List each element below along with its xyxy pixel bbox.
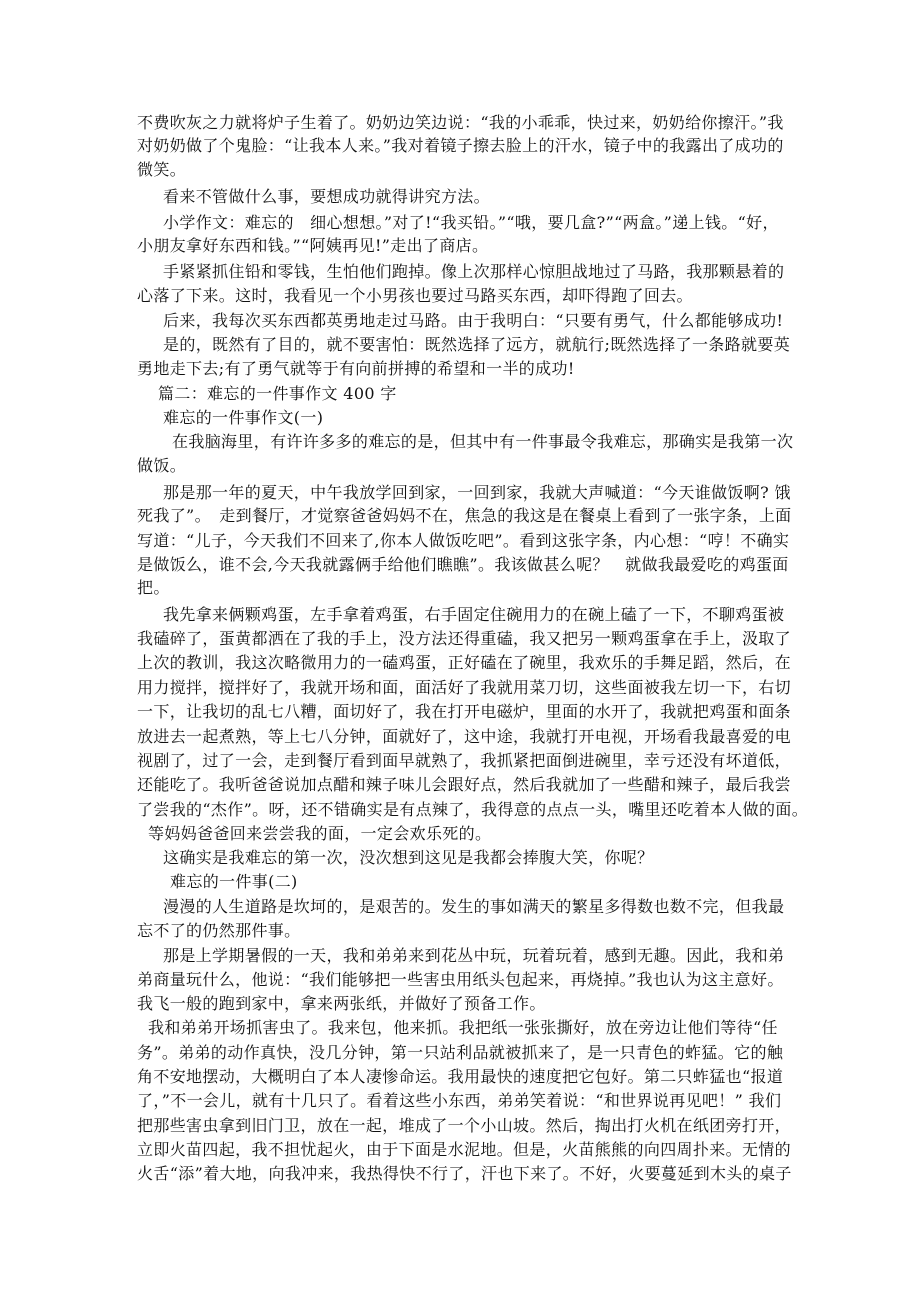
text-line: 我先拿来俩颗鸡蛋，左手拿着鸡蛋，右手固定住碗用力的在碗上磕了一下，不聊鸡蛋被 [163,605,785,624]
text-line: 立即火苗四起，我不担忧起火，由于下面是水泥地。但是，火苗熊熊的向四周扑来。无情的 [137,1140,792,1159]
text-line: 看来不管做什么事，要想成功就得讲究方法。 [163,187,491,206]
text-line: 把。 [137,578,170,597]
text-line: 火舌“添”着大地，向我冲来，我热得快不行了，汗也下来了。不好，火要蔓延到木头的桌子 [137,1164,792,1183]
text-line: 写道：“儿子，今天我们不回来了,你本人做饭吃吧”。看到这张字条，内心想：“哼！不确实 [137,531,790,550]
text-line: 是的，既然有了目的，就不要害怕：既然选择了远方，就航行;既然选择了一条路就要英 [163,335,791,354]
text-line: 那是上学期暑假的一天，我和弟弟来到花丛中玩，玩着玩着，感到无趣。因此，我和弟 [163,946,785,965]
text-line: 是做饭么，谁不会,今天我就露俩手给他们瞧瞧”。我该做甚么呢？ 就做我最爱吃的鸡蛋面 [137,555,789,574]
text-line: 我飞一般的跑到家中，拿来两张纸，并做好了预备工作。 [137,994,546,1013]
text-line: 在我脑海里，有许许多多的难忘的是，但其中有一件事最令我难忘，那确实是我第一次 [172,432,794,451]
text-line: 后来，我每次买东西都英勇地走过马路。由于我明白：“只要有勇气，什么都能够成功! [163,311,784,330]
subheading: 难忘的一件事作文(一) [163,408,324,427]
text-line: 微笑。 [137,160,187,179]
text-line: 死我了”。 走到餐厅，才觉察爸爸妈妈不在，焦急的我这是在餐桌上看到了一张字条，上面 [137,506,792,525]
text-line: 这确实是我难忘的第一次，没次想到这见是我都会捧腹大笑，你呢？ [163,848,654,867]
text-line: 做饭。 [137,456,187,475]
text-line: 手紧紧抓住铅和零钱，生怕他们跑掉。像上次那样心惊胆战地过了马路，我那颗悬着的 [163,262,785,281]
text-line: 小朋友拿好东西和钱。”“阿姨再见!”走出了商店。 [137,236,489,255]
subheading: 难忘的一件事(二) [170,872,298,891]
text-line: 不费吹灰之力就将炉子生着了。奶奶边笑边说：“我的小乖乖，快过来，奶奶给你擦汗。”我 [137,113,784,132]
text-line: 把那些害虫拿到旧门卫，放在一起，堆成了一个小山坡。然后，掏出打火机在纸团旁打开， [137,1116,792,1135]
text-line: 务”。弟弟的动作真快，没几分钟，第一只站利品就被抓来了，是一只青色的蚱猛。它的触 [137,1043,784,1062]
text-line: 心落了下来。这时，我看见一个小男孩也要过马路买东西，却吓得跑了回去。 [137,286,693,305]
text-line: 弟商量玩什么，他说：“我们能够把一些害虫用纸头包起来，再烧掉。”我也认为这主意好。 [137,970,784,989]
text-line: 上次的教训，我这次略微用力的一磕鸡蛋，正好磕在了碗里，我欢乐的手舞足蹈，然后，在 [137,653,792,672]
section-heading: 篇二：难忘的一件事作文 400 字 [158,384,397,403]
text-line: 我磕碎了，蛋黄都洒在了我的手上，没方法还得重磕，我又把另一颗鸡蛋拿在手上，汲取了 [137,629,792,648]
text-line: 等妈妈爸爸回来尝尝我的面，一定会欢乐死的。 [148,824,492,843]
text-line: 小学作文：难忘的 细心想想。”对了!“我买铅。”“哦，要几盒?”“两盒。”递上钱。“好， [163,213,779,232]
text-line: 放进去一起煮熟，等上七八分钟，面就好了，这中途，我就打开电视，开场看我最喜爱的电 [137,727,792,746]
text-line: 勇地走下去;有了勇气就等于有向前拼搏的希望和一半的成功! [137,359,575,378]
text-line: 那是那一年的夏天，中午我放学回到家，一回到家，我就大声喊道：“今天谁做饭啊? 饿 [163,483,791,502]
text-line: 用力搅拌，搅拌好了，我就开场和面，面活好了我就用菜刀切，这些面被我左切一下，右切 [137,678,792,697]
text-line: 还能吃了。我听爸爸说加点醋和辣子味儿会跟好点，然后我就加了一些醋和辣子，最后我尝 [137,775,792,794]
text-line: 对奶奶做了个鬼脸：“让我本人来。”我对着镜子擦去脸上的汗水，镜子中的我露出了成功的 [137,136,784,155]
text-line: 了尝我的“杰作”。呀，还不错确实是有点辣了，我得意的点点一头，嘴里还吃着本人做的面。 [137,800,809,819]
text-line: 角不安地摆动，大概明白了本人凄惨命运。我用最快的速度把它包好。第二只蚱猛也“报道 [137,1067,784,1086]
text-line: 忘不了的仍然那件事。 [137,921,301,940]
text-line: 一下，让我切的乱七八糟，面切好了，我在打开电磁炉，里面的水开了，我就把鸡蛋和面条 [137,702,792,721]
text-line: 了，”不一会儿，就有十几只了。看着这些小东西，弟弟笑着说：“和世界说再见吧！” 我们 [137,1091,782,1110]
text-line: 我和弟弟开场抓害虫了。我来包，他来抓。我把纸一张张撕好，放在旁边让他们等待“任 [148,1018,778,1037]
text-line: 漫漫的人生道路是坎坷的，是艰苦的。发生的事如满天的繁星多得数也数不完，但我最 [163,897,785,916]
text-line: 视剧了，过了一会，走到餐厅看到面早就熟了，我抓紧把面倒进碗里，幸亏还没有坏道低， [137,751,792,770]
